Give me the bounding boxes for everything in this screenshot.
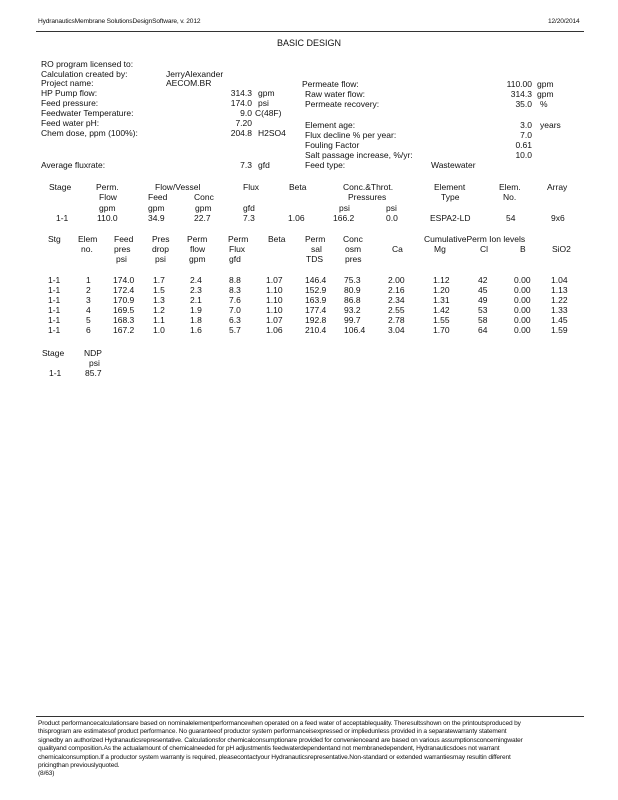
- flow-cell: 2.4: [190, 275, 202, 285]
- ndp-value-cell: 85.7: [85, 368, 102, 378]
- stg-cell: 1-1: [48, 295, 61, 305]
- hp-flow-label: HP Pump flow:: [41, 88, 98, 98]
- perm-flux-header-a: Perm: [228, 234, 249, 244]
- beta-cell: 1.06: [266, 325, 283, 335]
- created-label: Calculation created by:: [41, 69, 128, 79]
- tds-cell: 163.9: [305, 295, 327, 305]
- flux-cell: 8.3: [229, 285, 241, 295]
- elem-cell: 5: [86, 315, 91, 325]
- beta-cell: 1.10: [266, 305, 283, 315]
- beta-cell: 1.10: [266, 285, 283, 295]
- tds-cell: 177.4: [305, 305, 327, 315]
- feed-ph-label: Feed water pH:: [41, 118, 100, 128]
- throt-header-psi-2: psi: [386, 203, 397, 213]
- conc-osm-header-b: osm: [345, 244, 362, 254]
- element-type-header-2: Type: [441, 192, 460, 202]
- mg-cell: 1.20: [433, 285, 450, 295]
- mg-cell: 1.12: [433, 275, 450, 285]
- sio2-cell: 1.45: [551, 315, 568, 325]
- stg-cell: 1-1: [48, 315, 61, 325]
- elem-header-1: Elem: [78, 234, 98, 244]
- element-age-unit: years: [540, 120, 561, 130]
- b-cell: 0.00: [514, 295, 531, 305]
- perm-flow-header-c: gpm: [189, 254, 206, 264]
- elem-cell: 2: [86, 285, 91, 295]
- b-cell: 0.00: [514, 325, 531, 335]
- avg-flux-unit: gfd: [258, 160, 270, 170]
- project-value: AECOM.BR: [166, 78, 212, 88]
- salt-passage-value: 10.0: [515, 150, 532, 160]
- elem-no-cell: 54: [506, 213, 516, 223]
- conc-header-2: gpm: [195, 203, 212, 213]
- salt-passage-label: Salt passage increase, %/yr:: [305, 150, 413, 160]
- flux-cell: 8.8: [229, 275, 241, 285]
- feed-cell: 174.0: [113, 275, 135, 285]
- flow-cell: 1.6: [190, 325, 202, 335]
- chem-dose-unit: H2SO4: [258, 128, 286, 138]
- flux-cell: 7.0: [229, 305, 241, 315]
- perm-flux-header-b: Flux: [229, 244, 246, 254]
- elem-header-2: no.: [81, 244, 93, 254]
- osm-cell: 75.3: [344, 275, 361, 285]
- recovery-value: 35.0: [515, 99, 532, 109]
- chem-dose-label: Chem dose, ppm (100%):: [41, 128, 138, 138]
- beta-col-header: Beta: [268, 234, 286, 244]
- disclaimer-line: Product performancecalculationsare based on nominalelementperformancewhen operated on a feed water of acceptablequality. Theresultsshown on the printoutsproduced by: [38, 720, 521, 727]
- cl-header: Cl: [480, 244, 489, 254]
- osm-cell: 86.8: [344, 295, 361, 305]
- fouling-value: 0.61: [515, 140, 532, 150]
- mg-header: Mg: [434, 244, 446, 254]
- software-name: HydranauticsMembrane SolutionsDesignSoftware, v. 2012: [38, 18, 201, 25]
- header-divider: [36, 31, 584, 32]
- element-age-label: Element age:: [305, 120, 356, 130]
- disclaimer-line: chemicalconsumption.If a productor system warranty is required, pleasecontactyour Hydranauticsrepresentative.Non-standard or extended warrantiesmay resultin different: [38, 753, 511, 761]
- elem-no-header-2: No.: [503, 192, 517, 202]
- b-cell: 0.00: [514, 305, 531, 315]
- osm-cell: 80.9: [344, 285, 361, 295]
- beta-cell: 1.06: [288, 213, 305, 223]
- flow-cell: 1.8: [190, 315, 202, 325]
- stg-header: Stg: [48, 234, 61, 244]
- throt-p1-cell: 166.2: [333, 213, 355, 223]
- drop-cell: 1.3: [153, 295, 165, 305]
- feed-pressure-label: Feed pressure:: [41, 98, 99, 108]
- ndp-stage-cell: 1-1: [49, 368, 62, 378]
- flux-cell: 5.7: [229, 325, 241, 335]
- page-title: BASIC DESIGN: [277, 38, 342, 48]
- drop-cell: 1.1: [153, 315, 165, 325]
- beta-cell: 1.07: [266, 315, 283, 325]
- feed-ph-value: 7.20: [235, 118, 252, 128]
- perm-tds-header-b: sal: [311, 244, 322, 254]
- page-number: (8/63): [38, 770, 55, 778]
- conc-osm-header-a: Conc: [343, 234, 363, 244]
- throt-p2-cell: 0.0: [386, 213, 398, 223]
- feed-cell: 168.3: [113, 315, 135, 325]
- sio2-cell: 1.13: [551, 285, 568, 295]
- mg-cell: 1.55: [433, 315, 450, 325]
- licensed-label: RO program licensed to:: [41, 59, 134, 69]
- sio2-header: SiO2: [552, 244, 571, 254]
- disclaimer-line: signedby an authorized Hydranauticsrepresentative. Calculationsfor chemicalconsumptionare provided for convenienceand are based on various assumptionsconcerningwater: [38, 736, 523, 744]
- disclaimer-line: pricingthan previouslyquoted.: [38, 762, 120, 769]
- report-date: 12/20/2014: [548, 18, 580, 25]
- stage-col-header: Stage: [49, 182, 72, 192]
- b-cell: 0.00: [514, 285, 531, 295]
- ndp-header: NDP: [84, 348, 102, 358]
- flux-cell: 6.3: [229, 315, 241, 325]
- recovery-label: Permeate recovery:: [305, 99, 380, 109]
- permeate-flow-value: 110.00: [506, 79, 532, 89]
- perm-flow-header-a: Perm: [187, 234, 208, 244]
- fouling-label: Fouling Factor: [305, 140, 360, 150]
- b-header: B: [520, 244, 526, 254]
- ndp-unit: psi: [89, 358, 100, 368]
- cl-cell: 58: [478, 315, 488, 325]
- flux-header-1: Flux: [243, 182, 260, 192]
- stg-cell: 1-1: [48, 305, 61, 315]
- cl-cell: 49: [478, 295, 488, 305]
- b-cell: 0.00: [514, 315, 531, 325]
- ca-cell: 2.55: [388, 305, 405, 315]
- stg-cell: 1-1: [48, 325, 61, 335]
- flux-header-2: gfd: [243, 203, 255, 213]
- perm-tds-header-c: TDS: [306, 254, 323, 264]
- array-cell: 9x6: [551, 213, 565, 223]
- ndp-stage-header: Stage: [42, 348, 65, 358]
- feed-header-1: Feed: [148, 192, 168, 202]
- throt-header-psi-1: psi: [339, 203, 350, 213]
- conc-osm-header-c: pres: [345, 254, 362, 264]
- ca-cell: 3.04: [388, 325, 405, 335]
- conc-cell: 22.7: [194, 213, 211, 223]
- feed-header-2: gpm: [148, 203, 165, 213]
- beta-cell: 1.07: [266, 275, 283, 285]
- mg-cell: 1.70: [433, 325, 450, 335]
- elem-cell: 4: [86, 305, 91, 315]
- perm-flow-cell: 110.0: [97, 213, 118, 223]
- drop-cell: 1.5: [153, 285, 165, 295]
- feedwater-temp-unit: C(48F): [255, 108, 282, 118]
- hp-flow-unit: gpm: [258, 88, 275, 98]
- cl-cell: 45: [478, 285, 488, 295]
- array-header: Array: [547, 182, 568, 192]
- elem-cell: 6: [86, 325, 91, 335]
- perm-flow-header-1: Perm.: [96, 182, 119, 192]
- stg-cell: 1-1: [48, 285, 61, 295]
- avg-flux-label: Average fluxrate:: [41, 160, 106, 170]
- osm-cell: 93.2: [344, 305, 361, 315]
- flow-vessel-header: Flow/Vessel: [155, 182, 201, 192]
- feed-cell: 167.2: [113, 325, 135, 335]
- perm-flow-header-3: gpm: [99, 203, 116, 213]
- mg-cell: 1.31: [433, 295, 450, 305]
- drop-cell: 1.7: [153, 275, 165, 285]
- elem-cell: 1: [86, 275, 91, 285]
- feed-cell: 169.5: [113, 305, 135, 315]
- flux-cell: 7.3: [243, 213, 255, 223]
- flux-decline-value: 7.0: [520, 130, 532, 140]
- feed-pres-header-1: Feed: [114, 234, 134, 244]
- tds-cell: 192.8: [305, 315, 327, 325]
- feed-cell: 170.9: [113, 295, 135, 305]
- disclaimer-line: thisprogram are estimatesof product performance. No guaranteeof productor system performanceisexpressed or impliedunless provided in a separatewarranty statement: [38, 728, 507, 736]
- stage-cell: 1-1: [56, 213, 69, 223]
- feed-cell: 34.9: [148, 213, 165, 223]
- feed-pressure-unit: psi: [258, 98, 269, 108]
- flow-cell: 2.1: [190, 295, 202, 305]
- pres-drop-header-3: psi: [155, 254, 166, 264]
- sio2-cell: 1.22: [551, 295, 568, 305]
- pres-drop-header-2: drop: [152, 244, 170, 254]
- sio2-cell: 1.59: [551, 325, 568, 335]
- b-cell: 0.00: [514, 275, 531, 285]
- raw-flow-unit: gpm: [537, 89, 554, 99]
- mg-cell: 1.42: [433, 305, 450, 315]
- element-type-cell: ESPA2-LD: [430, 213, 471, 223]
- feed-cell: 172.4: [113, 285, 135, 295]
- flux-cell: 7.6: [229, 295, 241, 305]
- conc-header-1: Conc: [194, 192, 214, 202]
- elem-no-header-1: Elem.: [499, 182, 521, 192]
- element-type-header-1: Element: [434, 182, 466, 192]
- ca-cell: 2.16: [388, 285, 405, 295]
- perm-tds-header-a: Perm: [305, 234, 326, 244]
- flow-cell: 1.9: [190, 305, 202, 315]
- permeate-flow-unit: gpm: [537, 79, 554, 89]
- pres-drop-header-1: Pres: [152, 234, 170, 244]
- cl-cell: 42: [478, 275, 488, 285]
- osm-cell: 99.7: [344, 315, 361, 325]
- chem-dose-value: 204.8: [230, 128, 252, 138]
- raw-flow-label: Raw water flow:: [305, 89, 365, 99]
- feed-type-label: Feed type:: [305, 160, 346, 170]
- ca-cell: 2.00: [388, 275, 405, 285]
- feed-pressure-value: 174.0: [230, 98, 252, 108]
- footer-divider: [36, 716, 584, 717]
- perm-flow-header-b: flow: [190, 244, 206, 254]
- ca-cell: 2.78: [388, 315, 405, 325]
- hp-flow-value: 314.3: [230, 88, 252, 98]
- cl-cell: 64: [478, 325, 488, 335]
- feedwater-temp-value: 9.0: [240, 108, 252, 118]
- tds-cell: 146.4: [305, 275, 327, 285]
- feed-pres-header-3: psi: [116, 254, 127, 264]
- sio2-cell: 1.33: [551, 305, 568, 315]
- throt-header-1: Conc.&Throt.: [343, 182, 394, 192]
- tds-cell: 210.4: [305, 325, 327, 335]
- feedwater-temp-label: Feedwater Temperature:: [41, 108, 134, 118]
- sio2-cell: 1.04: [551, 275, 568, 285]
- drop-cell: 1.0: [153, 325, 165, 335]
- stg-cell: 1-1: [48, 275, 61, 285]
- recovery-unit: %: [540, 99, 548, 109]
- perm-flow-header-2: Flow: [99, 192, 117, 202]
- feed-type-value: Wastewater: [431, 160, 476, 170]
- feed-pres-header-2: pres: [114, 244, 131, 254]
- ca-header: Ca: [392, 244, 403, 254]
- flux-decline-label: Flux decline % per year:: [305, 130, 397, 140]
- throt-header-2: Pressures: [348, 192, 387, 202]
- cumulative-ion-header: CumulativePerm Ion levels: [424, 234, 526, 244]
- raw-flow-value: 314.3: [510, 89, 532, 99]
- element-age-value: 3.0: [520, 120, 532, 130]
- cl-cell: 53: [478, 305, 488, 315]
- flow-cell: 2.3: [190, 285, 202, 295]
- beta-cell: 1.10: [266, 295, 283, 305]
- beta-header: Beta: [289, 182, 307, 192]
- elem-cell: 3: [86, 295, 91, 305]
- created-value: JerryAlexander: [166, 69, 224, 79]
- perm-flux-header-c: gfd: [229, 254, 241, 264]
- ca-cell: 2.34: [388, 295, 405, 305]
- drop-cell: 1.2: [153, 305, 165, 315]
- osm-cell: 106.4: [344, 325, 366, 335]
- disclaimer-line: qualityand composition.As the actualamount of chemicalneeded for pH adjustmentis feedwaterdependentand not membranedependent, Hydranauticsdoes not warrant: [38, 745, 500, 753]
- tds-cell: 152.9: [305, 285, 327, 295]
- project-label: Project name:: [41, 78, 94, 88]
- avg-flux-value: 7.3: [240, 160, 252, 170]
- permeate-flow-label: Permeate flow:: [302, 79, 359, 89]
